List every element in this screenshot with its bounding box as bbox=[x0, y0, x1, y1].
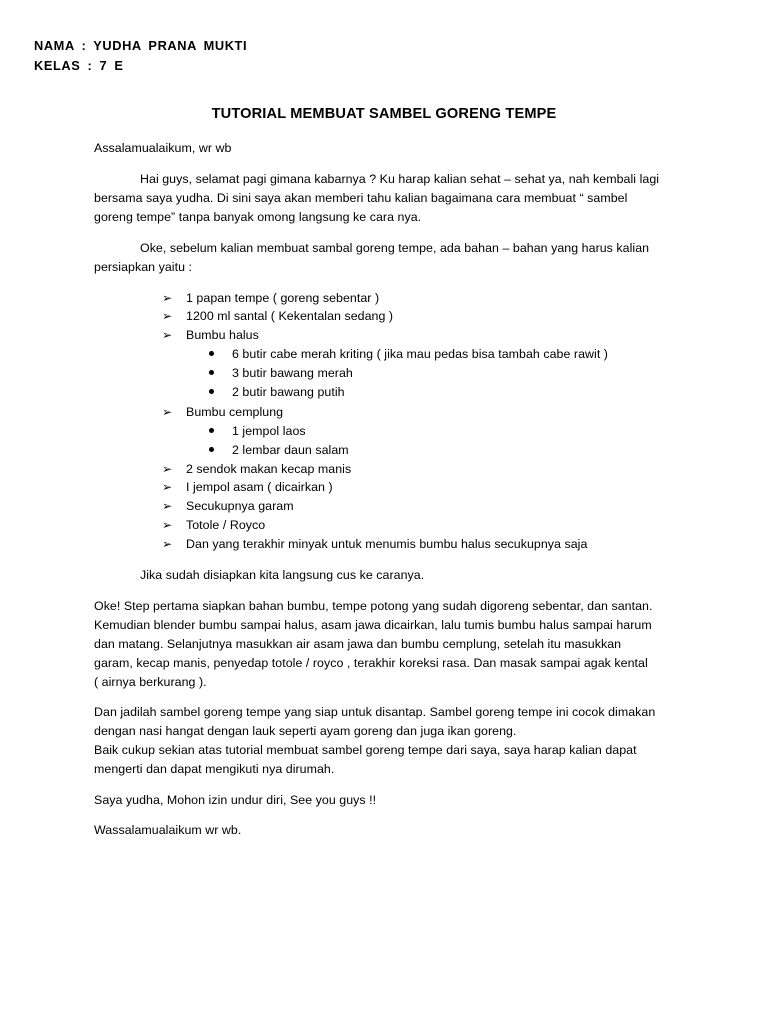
list-item: I jempol asam ( dicairkan ) bbox=[186, 480, 333, 494]
list-item: Bumbu halus bbox=[186, 328, 259, 342]
intro-line: goreng tempe” tanpa banyak omong langsung ke cara nya. bbox=[94, 210, 422, 224]
arrow-bullet-icon: ➢ bbox=[162, 462, 173, 476]
intro-line: Hai guys, selamat pagi gimana kabarnya ? Ku harap kalian sehat – sehat ya, nah kembali lagi bbox=[140, 172, 660, 186]
signoff-line: Wassalamualaikum wr wb. bbox=[94, 823, 242, 837]
list-item: Bumbu cemplung bbox=[186, 405, 284, 419]
steps-line: ( airnya berkurang ). bbox=[94, 675, 207, 689]
closing-line: dengan nasi hangat dengan lauk seperti ayam goreng dan juga ikan goreng. bbox=[94, 724, 517, 738]
steps-line: Oke! Step pertama siapkan bahan bumbu, tempe potong yang sudah digoreng sebentar, dan santan. bbox=[94, 599, 653, 613]
prep-line: persiapkan yaitu : bbox=[94, 260, 193, 274]
intro-line: bersama saya yudha. Di sini saya akan memberi tahu kalian bagaimana cara membuat “ sambel bbox=[94, 191, 628, 205]
list-item: 1200 ml santal ( Kekentalan sedang ) bbox=[186, 309, 394, 323]
list-item: Totole / Royco bbox=[186, 518, 266, 532]
list-item: Secukupnya garam bbox=[186, 499, 294, 513]
dot-bullet-icon bbox=[209, 351, 214, 356]
list-item: 1 papan tempe ( goreng sebentar ) bbox=[186, 291, 380, 305]
arrow-bullet-icon: ➢ bbox=[162, 480, 173, 494]
arrow-bullet-icon: ➢ bbox=[162, 537, 173, 551]
greeting: Assalamualaikum, wr wb bbox=[94, 141, 232, 155]
dot-bullet-icon bbox=[209, 370, 214, 375]
dot-bullet-icon bbox=[209, 428, 214, 433]
document-title: TUTORIAL MEMBUAT SAMBEL GORENG TEMPE bbox=[211, 106, 557, 122]
arrow-bullet-icon: ➢ bbox=[162, 499, 173, 513]
dot-bullet-icon bbox=[209, 389, 214, 394]
list-subitem: 1 jempol laos bbox=[232, 424, 306, 438]
list-subitem: 6 butir cabe merah kriting ( jika mau pedas bisa tambah cabe rawit ) bbox=[232, 347, 608, 361]
closing-line: Dan jadilah sambel goreng tempe yang siap untuk disantap. Sambel goreng tempe ini cocok dimakan bbox=[94, 705, 656, 719]
closing-line: mengerti dan dapat mengikuti nya dirumah. bbox=[94, 762, 335, 776]
arrow-bullet-icon: ➢ bbox=[162, 405, 173, 419]
closing-line: Baik cukup sekian atas tutorial membuat sambel goreng tempe dari saya, saya harap kalian dapat bbox=[94, 743, 637, 757]
dot-bullet-icon bbox=[209, 447, 214, 452]
student-class: KELAS : 7 E bbox=[34, 58, 124, 73]
farewell-line: Saya yudha, Mohon izin undur diri, See you guys !! bbox=[94, 793, 377, 807]
list-subitem: 3 butir bawang merah bbox=[232, 366, 353, 380]
steps-line: garam, kecap manis, penyedap totole / royco , terakhir koreksi rasa. Dan masak sampai agak kental bbox=[94, 656, 648, 670]
arrow-bullet-icon: ➢ bbox=[162, 309, 173, 323]
list-item: 2 sendok makan kecap manis bbox=[186, 462, 352, 476]
prep-line: Oke, sebelum kalian membuat sambal goreng tempe, ada bahan – bahan yang harus kalian bbox=[140, 241, 650, 255]
list-subitem: 2 butir bawang putih bbox=[232, 385, 345, 399]
ready-line: Jika sudah disiapkan kita langsung cus ke caranya. bbox=[140, 568, 425, 582]
arrow-bullet-icon: ➢ bbox=[162, 518, 173, 532]
list-item: Dan yang terakhir minyak untuk menumis bumbu halus secukupnya saja bbox=[186, 537, 588, 551]
list-subitem: 2 lembar daun salam bbox=[232, 443, 349, 457]
student-name: NAMA : YUDHA PRANA MUKTI bbox=[34, 38, 248, 53]
steps-line: Kemudian blender bumbu sampai halus, asam jawa dicairkan, lalu tumis bumbu halus sampai harum bbox=[94, 618, 652, 632]
steps-line: dan matang. Selanjutnya masukkan air asam jawa dan bumbu cemplung, setelah itu masukkan bbox=[94, 637, 622, 651]
arrow-bullet-icon: ➢ bbox=[162, 328, 173, 342]
arrow-bullet-icon: ➢ bbox=[162, 291, 173, 305]
